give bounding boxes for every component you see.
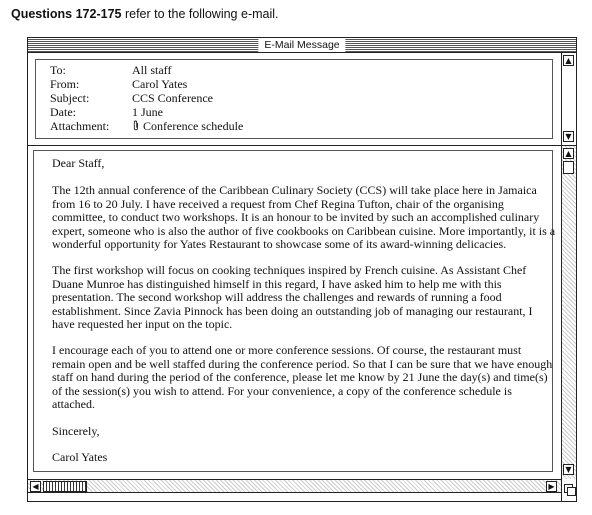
header-pane — [28, 53, 576, 146]
greeting: Dear Staff, — [52, 156, 105, 170]
to-value: All staff — [132, 63, 172, 77]
email-window — [27, 37, 577, 502]
arrow-up-icon[interactable]: ▲ — [563, 55, 574, 66]
horizontal-scroll-thumb[interactable] — [43, 481, 87, 492]
from-value: Carol Yates — [132, 77, 188, 91]
message-body — [33, 150, 556, 472]
title-bar[interactable] — [28, 38, 576, 53]
paragraph-3: I encourage each of you to attend one or more conference sessions. Of course, the restaurant must remain open and be well staffed during the conference period. So that I can be sure that we have enough staff on hand during the period of the conference, please let me know by 21 June the day(s) and time(s) of the session(s) you wish to attend. For your convenience, a copy of the conference schedule is attached. — [52, 343, 553, 412]
paragraph-1: The 12th annual conference of the Caribbean Culinary Society (CCS) will take place here in Jamaica from 16 to 20 July. I have received a request from Chef Regina Tufton, chair of the organising committee, to conduct two workshops. It is an honour to be invited by such an accomplished culinary expert, someone who is also the author of five cookbooks on Caribbean cuisine. More importantly, it is a wonderful opportunity for Yates Restaurant to showcase some of its award-winning delicacies. — [52, 183, 556, 252]
arrow-left-icon[interactable]: ◀ — [30, 481, 41, 492]
arrow-right-icon[interactable]: ▶ — [546, 481, 557, 492]
arrow-up-icon[interactable]: ▲ — [563, 148, 574, 159]
window-title: E-Mail Message — [258, 38, 345, 52]
attachment-label: Attachment: — [50, 119, 110, 133]
resize-icon[interactable] — [561, 479, 576, 501]
horizontal-scrollbar[interactable] — [28, 479, 561, 493]
attachment-link[interactable] — [132, 120, 243, 133]
scroll-thumb[interactable] — [563, 161, 574, 174]
message-text — [52, 157, 557, 464]
subject-value: CCS Conference — [132, 91, 213, 105]
to-label: To: — [50, 63, 66, 77]
closing: Sincerely, — [52, 423, 100, 438]
arrow-down-icon[interactable]: ▼ — [563, 464, 574, 475]
attachment-value: Conference schedule — [143, 119, 244, 133]
date-label: Date: — [50, 105, 76, 119]
question-header — [11, 7, 581, 25]
header-fields — [35, 59, 553, 139]
subject-label: Subject: — [50, 91, 90, 105]
signature: Carol Yates — [52, 449, 108, 464]
body-pane — [28, 146, 576, 476]
arrow-down-icon[interactable]: ▼ — [563, 131, 574, 142]
body-scrollbar[interactable] — [561, 146, 576, 479]
question-instruction: refer to the following e-mail. — [124, 7, 279, 21]
header-scrollbar[interactable] — [561, 53, 576, 145]
paperclip-icon — [132, 120, 140, 131]
question-range: Questions 172-175 — [11, 7, 122, 21]
paragraph-2: The first workshop will focus on cooking techniques inspired by French cuisine. As Assistant Chef Duane Munroe has distinguished himself in this regard, I have asked him to help me with this presentation. The second workshop will address the challenges and rewards of running a food establishment. Since Zavia Pinnock has been doing an outstanding job of managing our restaurant, I have requested her input on the topic. — [52, 263, 533, 332]
date-value: 1 June — [132, 105, 163, 119]
from-label: From: — [50, 77, 80, 91]
